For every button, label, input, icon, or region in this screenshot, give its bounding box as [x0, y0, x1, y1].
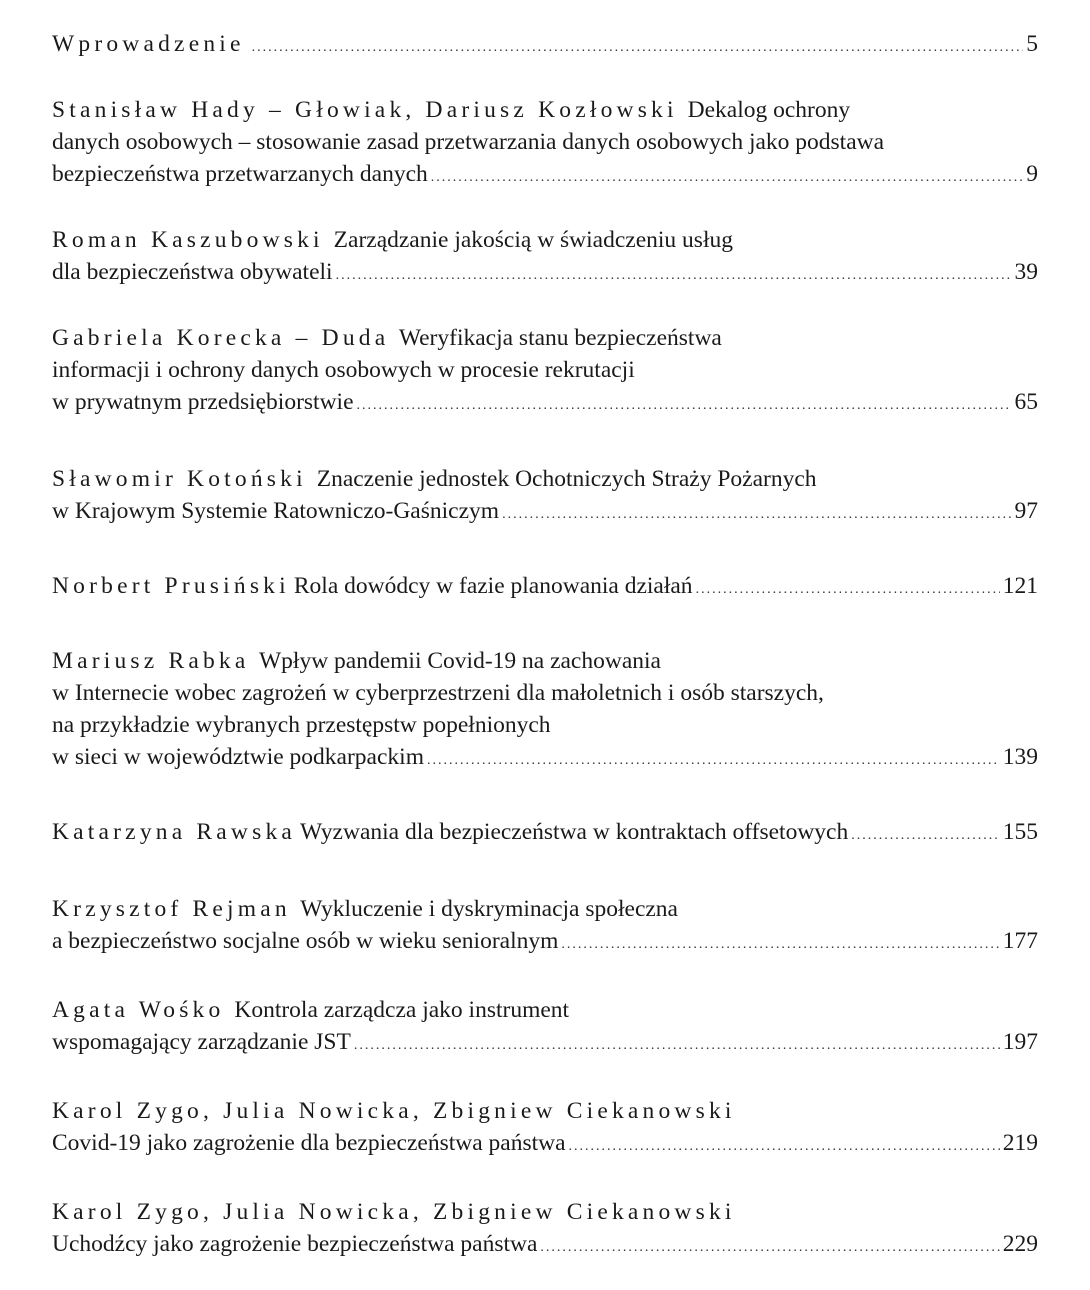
toc-entry	[52, 94, 1038, 194]
toc-entry	[52, 893, 1038, 961]
toc-entry	[52, 570, 1038, 606]
dot-leader	[569, 1131, 1000, 1163]
entry-page-number: 229	[1002, 1231, 1038, 1257]
entry-author: Stanisław Hady – Głowiak, Dariusz Kozłowski	[52, 97, 678, 123]
entry-author: Katarzyna Rawska	[52, 819, 297, 845]
entry-title-line: Wykluczenie i dyskryminacja społeczna	[300, 896, 678, 922]
toc-entry	[52, 1095, 1038, 1163]
entry-title-line: danych osobowych – stosowanie zasad przetwarzania danych osobowych jako podstawa	[52, 129, 885, 155]
entry-page-number: 5	[1026, 31, 1038, 57]
entry-page-number: 97	[1014, 498, 1038, 524]
dot-leader	[561, 929, 999, 961]
toc-entry	[52, 816, 1038, 852]
entry-title-line: wspomagający zarządzanie JST	[52, 1029, 351, 1055]
dot-leader	[357, 390, 1012, 422]
dot-leader	[540, 1232, 999, 1264]
entry-title-line: informacji i ochrony danych osobowych w procesie rekrutacji	[52, 357, 635, 383]
entry-page-number: 177	[1002, 928, 1038, 954]
dot-leader	[502, 499, 1011, 531]
dot-leader	[427, 745, 1000, 777]
dot-leader	[354, 1030, 1000, 1062]
entry-title-line: w prywatnym przedsiębiorstwie	[52, 389, 354, 415]
entry-title-line: Covid-19 jako zagrożenie dla bezpieczeństwa państwa	[52, 1130, 566, 1156]
entry-title-line: Rola dowódcy w fazie planowania działań	[293, 573, 693, 599]
toc-entry-introduction	[52, 28, 1038, 64]
entry-title-line: Wyzwania dla bezpieczeństwa w kontraktach offsetowych	[300, 819, 849, 845]
entry-title-line: bezpieczeństwa przetwarzanych danych	[52, 161, 428, 187]
entry-author: Roman Kaszubowski	[52, 227, 324, 253]
entry-title-line: w Krajowym Systemie Ratowniczo-Gaśniczym	[52, 498, 500, 524]
entry-title-line: Kontrola zarządcza jako instrument	[234, 997, 570, 1023]
entry-author: Norbert Prusiński	[52, 573, 290, 599]
entry-author: Sławomir Kotoński	[52, 466, 307, 492]
toc-entry	[52, 645, 1038, 777]
dot-leader	[252, 32, 1024, 64]
entry-title-line: Znaczenie jednostek Ochotniczych Straży Pożarnych	[316, 466, 817, 492]
toc-entry	[52, 322, 1038, 422]
entry-title-line: Weryfikacja stanu bezpieczeństwa	[398, 325, 722, 351]
entry-page-number: 121	[1002, 573, 1038, 599]
entry-page-number: 197	[1002, 1029, 1038, 1055]
table-of-contents	[52, 28, 1038, 1264]
toc-entry	[52, 1196, 1038, 1264]
entry-author: Karol Zygo, Julia Nowicka, Zbigniew Ciekanowski	[52, 1098, 736, 1124]
toc-entry	[52, 463, 1038, 531]
entry-author: Mariusz Rabka	[52, 648, 250, 674]
entry-title-line: w sieci w województwie podkarpackim	[52, 744, 424, 770]
dot-leader	[431, 162, 1023, 194]
entry-page-number: 155	[1002, 819, 1038, 845]
entry-author: Agata Wośko	[52, 997, 225, 1023]
entry-title-line: dla bezpieczeństwa obywateli	[52, 259, 333, 285]
entry-page-number: 65	[1014, 389, 1038, 415]
entry-page-number: 219	[1002, 1130, 1038, 1156]
entry-title-line: Uchodźcy jako zagrożenie bezpieczeństwa państwa	[52, 1231, 538, 1257]
entry-title-line: Zarządzanie jakością w świadczeniu usług	[333, 227, 733, 253]
entry-title-line: a bezpieczeństwo socjalne osób w wieku senioralnym	[52, 928, 559, 954]
toc-entry	[52, 994, 1038, 1062]
entry-page-number: 39	[1014, 259, 1038, 285]
entry-page-number: 9	[1026, 161, 1038, 187]
entry-title-line: Dekalog ochrony	[687, 97, 851, 123]
entry-author: Gabriela Korecka – Duda	[52, 325, 390, 351]
dot-leader	[336, 260, 1012, 292]
entry-title-line: w Internecie wobec zagrożeń w cyberprzestrzeni dla małoletnich i osób starszych,	[52, 680, 824, 706]
dot-leader	[851, 820, 1000, 852]
entry-page-number: 139	[1002, 744, 1038, 770]
dot-leader	[696, 574, 1000, 606]
entry-author: Krzysztof Rejman	[52, 896, 291, 922]
entry-author: Wprowadzenie	[52, 31, 245, 57]
entry-author: Karol Zygo, Julia Nowicka, Zbigniew Ciekanowski	[52, 1199, 736, 1225]
toc-entry	[52, 224, 1038, 292]
entry-title-line: Wpływ pandemii Covid-19 na zachowania	[258, 648, 661, 674]
entry-title-line: na przykładzie wybranych przestępstw popełnionych	[52, 712, 551, 738]
